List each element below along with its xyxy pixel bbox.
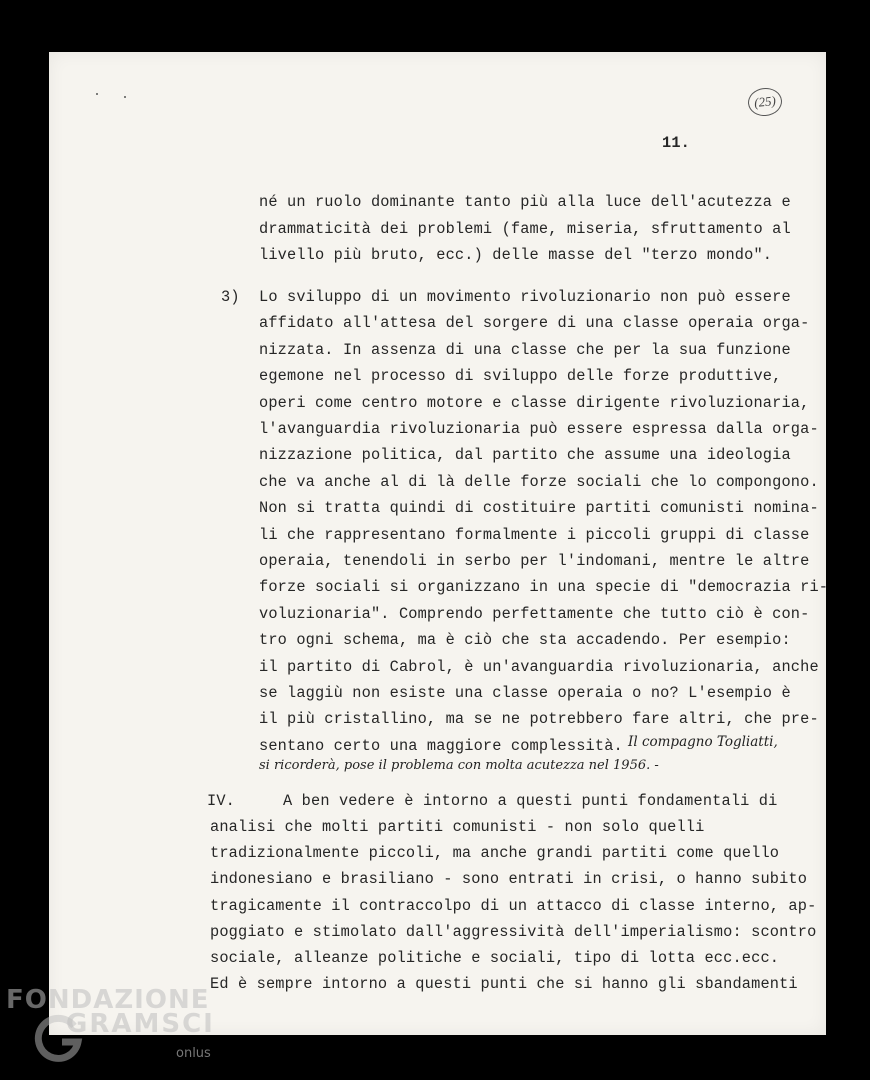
text-line: livello più bruto, ecc.) delle masse del "terzo mondo". bbox=[259, 246, 773, 264]
archive-number-stamp: (25) bbox=[747, 86, 784, 117]
text-line: operi come centro motore e classe dirigente rivoluzionaria, bbox=[259, 393, 810, 412]
handwritten-annotation-line: si ricorderà, pose il problema con molta acutezza nel 1956. - bbox=[259, 758, 659, 773]
text-line: forze sociali si organizzano in una specie di "democrazia ri- bbox=[259, 578, 829, 597]
watermark-line-1: FONDAZIONE bbox=[6, 985, 210, 1015]
text-line: tro ogni schema, ma è ciò che sta accadendo. Per esempio: bbox=[259, 631, 791, 650]
point-3-marker: 3) bbox=[221, 288, 240, 306]
section-4-marker: IV. bbox=[207, 792, 235, 810]
text-line: operaia, tenendoli in serbo per l'indomani, mentre le altre bbox=[259, 552, 810, 570]
text-line: il partito di Cabrol, è un'avanguardia rivoluzionaria, anche bbox=[259, 657, 819, 676]
text-line: se laggiù non esiste una classe operaia o no? L'esempio è bbox=[259, 684, 791, 702]
watermark-suffix: onlus bbox=[176, 1046, 211, 1061]
section-4-first-line: A ben vedere è intorno a questi punti fondamentali di bbox=[283, 792, 778, 810]
text-line: tradizionalmente piccoli, ma anche grandi partiti come quello bbox=[210, 844, 780, 863]
text-line: sociale, alleanze politiche e sociali, tipo di lotta ecc.ecc. bbox=[210, 949, 780, 967]
text-line: poggiato e stimolato dall'aggressività dell'imperialismo: scontro bbox=[210, 922, 817, 941]
foundation-watermark bbox=[6, 985, 215, 1039]
paper-speck bbox=[96, 93, 98, 95]
text-line: voluzionaria". Comprendo perfettamente che tutto ciò è con- bbox=[259, 604, 810, 623]
watermark-line-2: GRAMSCI bbox=[66, 1009, 215, 1039]
text-line: tragicamente il contraccolpo di un attacco di classe interno, ap- bbox=[210, 896, 817, 915]
text-line: Non si tratta quindi di costituire partiti comunisti nomina- bbox=[259, 499, 819, 518]
text-line: analisi che molti partiti comunisti - non solo quelli bbox=[210, 818, 705, 836]
text-line: Lo sviluppo di un movimento rivoluzionario non può essere bbox=[259, 288, 791, 306]
text-line: egemone nel processo di sviluppo delle forze produttive, bbox=[259, 367, 782, 386]
paper-speck bbox=[124, 96, 126, 98]
text-line: drammaticità dei problemi (fame, miseria, sfruttamento al bbox=[259, 219, 791, 238]
text-line: l'avanguardia rivoluzionaria può essere espressa dalla orga- bbox=[259, 420, 819, 438]
text-line: indonesiano e brasiliano - sono entrati in crisi, o hanno subito bbox=[210, 870, 808, 889]
text-line: né un ruolo dominante tanto più alla luce dell'acutezza e bbox=[259, 193, 791, 211]
text-line: Ed è sempre intorno a questi punti che si hanno gli sbandamenti bbox=[210, 975, 798, 994]
page-number: 11. bbox=[662, 134, 690, 152]
text-line: nizzata. In assenza di una classe che per la sua funzione bbox=[259, 340, 791, 359]
text-line: sentano certo una maggiore complessità. bbox=[259, 736, 623, 755]
text-line: affidato all'attesa del sorgere di una classe operaia orga- bbox=[259, 314, 810, 333]
text-line: li che rappresentano formalmente i piccoli gruppi di classe bbox=[259, 525, 810, 544]
text-line: nizzazione politica, dal partito che assume una ideologia bbox=[259, 446, 791, 465]
handwritten-annotation-inline: Il compagno Togliatti, bbox=[628, 734, 778, 750]
text-line: che va anche al di là delle forze sociali che lo compongono. bbox=[259, 472, 819, 491]
text-line: il più cristallino, ma se ne potrebbero fare altri, che pre- bbox=[259, 710, 819, 729]
